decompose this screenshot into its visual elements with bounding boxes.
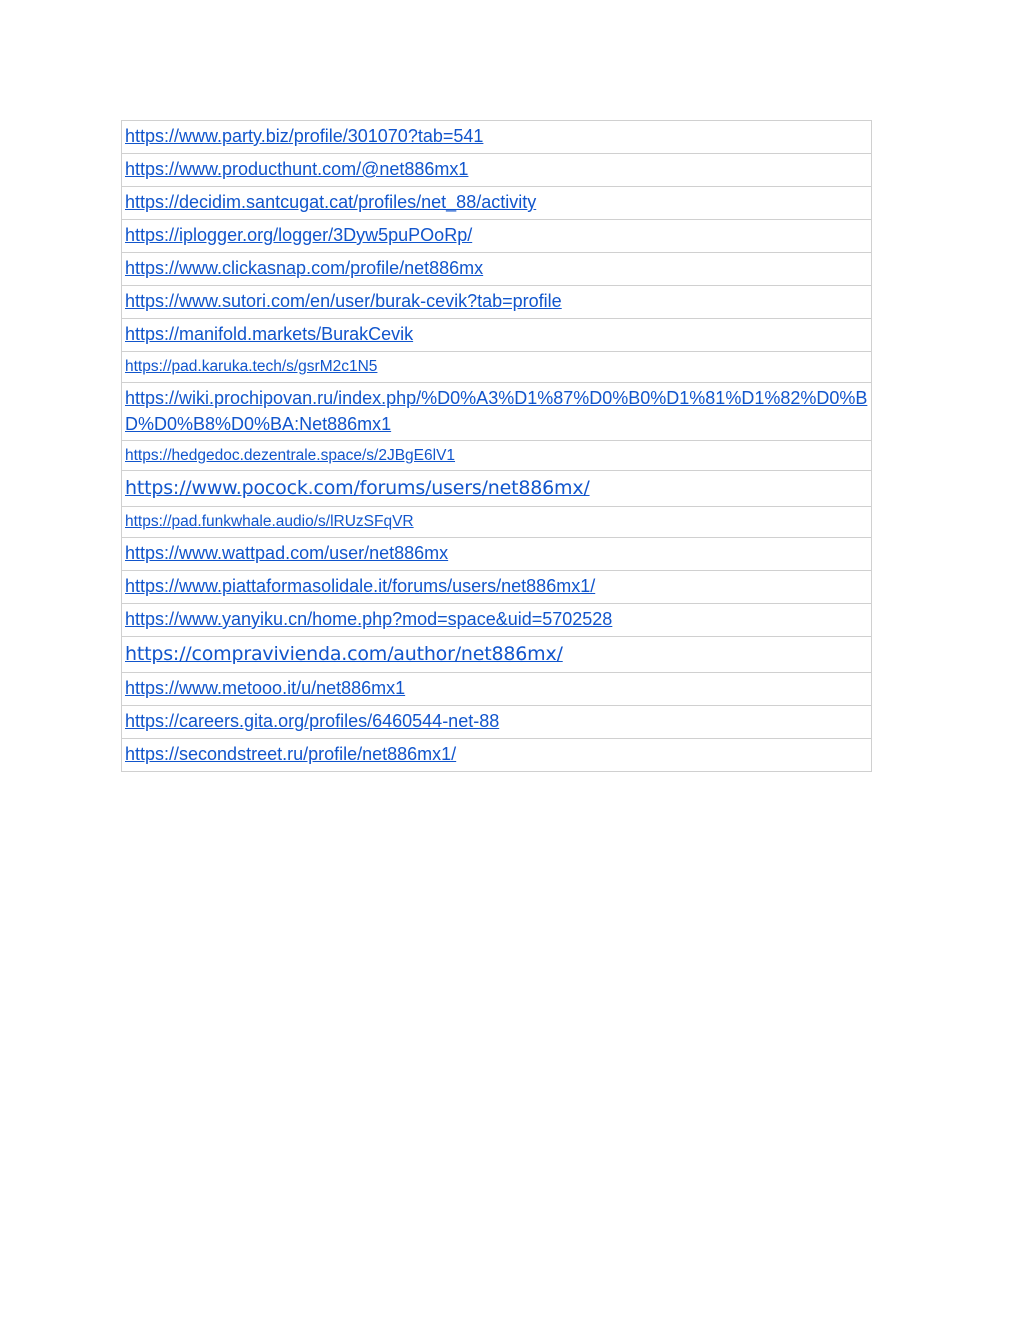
table-row [122,187,872,220]
link-cell [122,187,872,220]
table-row [122,286,872,319]
table-row [122,471,872,507]
profile-link[interactable]: https://www.sutori.com/en/user/burak-cevik?tab=profile [125,291,562,311]
link-cell [122,352,872,383]
link-cell [122,471,872,507]
link-cell [122,706,872,739]
link-cell [122,441,872,471]
link-cell [122,739,872,772]
link-cell [122,571,872,604]
link-cell [122,286,872,319]
link-cell [122,253,872,286]
table-row [122,154,872,187]
table-row [122,220,872,253]
table-row [122,121,872,154]
link-cell [122,220,872,253]
links-table-body [122,121,872,772]
profile-link[interactable]: https://decidim.santcugat.cat/profiles/net_88/activity [125,192,537,212]
profile-link[interactable]: https://www.clickasnap.com/profile/net886mx [125,258,484,278]
profile-link[interactable]: https://pad.karuka.tech/s/gsrM2c1N5 [125,358,378,375]
profile-link[interactable]: https://www.yanyiku.cn/home.php?mod=space&uid=5702528 [125,609,613,629]
profile-link[interactable]: https://www.party.biz/profile/301070?tab=541 [125,126,484,146]
table-row [122,441,872,471]
table-row [122,383,872,441]
table-row [122,637,872,673]
table-row [122,673,872,706]
profile-link[interactable]: https://www.metooo.it/u/net886mx1 [125,678,406,698]
profile-link[interactable]: https://www.piattaformasolidale.it/forums/users/net886mx1/ [125,576,596,596]
profile-link[interactable]: https://compravivienda.com/author/net886mx/ [125,642,563,665]
profile-link[interactable]: https://careers.gita.org/profiles/6460544-net-88 [125,711,500,731]
profile-link[interactable]: https://manifold.markets/BurakCevik [125,324,414,344]
table-row [122,571,872,604]
table-row [122,352,872,383]
table-row [122,538,872,571]
table-row [122,604,872,637]
profile-link[interactable]: https://www.wattpad.com/user/net886mx [125,543,449,563]
table-row [122,253,872,286]
table-row [122,507,872,538]
link-cell [122,154,872,187]
link-cell [122,604,872,637]
table-row [122,739,872,772]
profile-link[interactable]: https://hedgedoc.dezentrale.space/s/2JBgE6lV1 [125,446,456,464]
link-cell [122,319,872,352]
profile-link[interactable]: https://secondstreet.ru/profile/net886mx1/ [125,744,457,764]
profile-link[interactable]: https://iplogger.org/logger/3Dyw5puPOoRp/ [125,225,473,245]
link-cell [122,673,872,706]
table-row [122,319,872,352]
table-row [122,706,872,739]
profile-link[interactable]: https://wiki.prochipovan.ru/index.php/%D0%A3%D1%87%D0%B0%D1%81%D1%82%D0%BD%D0%B8%D0%BA:Net886mx1 [125,387,868,434]
link-cell [122,538,872,571]
link-cell [122,637,872,673]
profile-link[interactable]: https://pad.funkwhale.audio/s/lRUzSFqVR [125,513,414,530]
profile-link[interactable]: https://www.producthunt.com/@net886mx1 [125,159,469,179]
link-cell [122,121,872,154]
profile-link[interactable]: https://www.pocock.com/forums/users/net886mx/ [125,476,590,499]
link-cell [122,507,872,538]
links-table [121,120,872,772]
link-cell [122,383,872,441]
